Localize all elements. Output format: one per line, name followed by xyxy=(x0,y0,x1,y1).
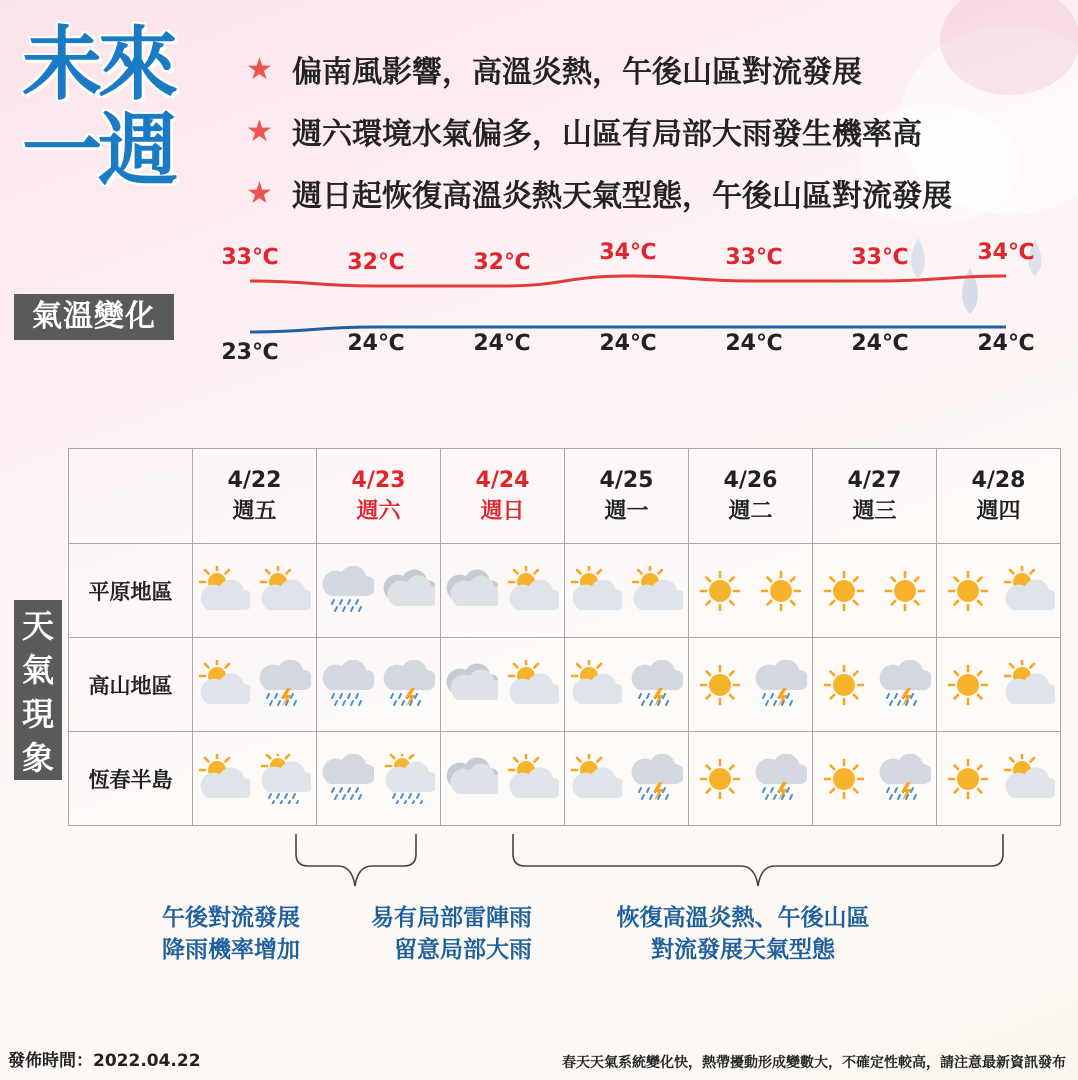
weather-icon-pair xyxy=(937,660,1060,710)
sun-icon xyxy=(818,660,870,710)
weather-icon-pair xyxy=(689,566,812,616)
temperature-label: 氣溫變化 xyxy=(14,294,174,340)
weather-cell xyxy=(565,638,689,732)
sun-cloud-rain-icon xyxy=(259,754,311,804)
summary-bullet xyxy=(246,162,952,224)
sun-cloud-icon xyxy=(198,660,250,710)
note-middle-line-2: 留意局部大雨 xyxy=(394,937,532,963)
weather-cell xyxy=(937,544,1061,638)
thunder-icon xyxy=(631,660,683,710)
summary-bullet xyxy=(246,100,952,162)
cloud-rain-icon xyxy=(322,754,374,804)
date-header-row xyxy=(69,449,1061,544)
page-title xyxy=(22,18,212,197)
bullet-text: 偏南風影響，高溫炎熱，午後山區對流發展 xyxy=(292,55,862,90)
sun-icon xyxy=(942,754,994,804)
weather-icon-pair xyxy=(193,566,316,616)
region-label: 恆春半島 xyxy=(69,732,193,826)
weather-cell xyxy=(441,638,565,732)
high-temperature-label: 33℃ xyxy=(725,245,783,270)
weather-cell xyxy=(813,544,937,638)
date-label: 4/28 xyxy=(971,468,1026,493)
weather-cell xyxy=(317,732,441,826)
weather-icon-pair xyxy=(813,754,936,804)
cloud-icon xyxy=(383,566,435,616)
sun-cloud-icon xyxy=(507,566,559,616)
weather-icon-pair xyxy=(441,754,564,804)
weather-icon-pair xyxy=(689,660,812,710)
weather-cell xyxy=(317,638,441,732)
weather-cell xyxy=(317,544,441,638)
title-line-1: 未來 xyxy=(22,18,174,111)
thunder-icon xyxy=(879,754,931,804)
weather-cell xyxy=(193,638,317,732)
weekday-label: 週三 xyxy=(852,499,897,524)
note-middle xyxy=(342,902,532,966)
weather-icon-pair xyxy=(193,754,316,804)
high-temperature-label: 34℃ xyxy=(977,240,1035,265)
thunder-icon xyxy=(259,660,311,710)
high-temperature-label: 33℃ xyxy=(221,245,279,270)
disclaimer: 春天天氣系統變化快，熱帶擾動形成變數大，不確定性較高，請注意最新資訊發布 xyxy=(562,1055,1066,1071)
date-header-cell xyxy=(689,449,813,544)
weather-icon-pair xyxy=(565,566,688,616)
region-label: 高山地區 xyxy=(69,638,193,732)
sun-cloud-icon xyxy=(570,566,622,616)
sun-cloud-icon xyxy=(631,566,683,616)
sun-cloud-icon xyxy=(198,566,250,616)
corner-cell xyxy=(69,449,193,544)
region-label: 平原地區 xyxy=(69,544,193,638)
note-right-line-1: 恢復高溫炎熱、午後山區 xyxy=(616,905,870,931)
cloud-icon xyxy=(446,754,498,804)
sun-cloud-icon xyxy=(507,660,559,710)
high-temperature-label: 34℃ xyxy=(599,240,657,265)
low-temperature-label: 24℃ xyxy=(473,331,531,356)
weather-icon-pair xyxy=(813,566,936,616)
sun-icon xyxy=(694,660,746,710)
date-header-cell xyxy=(317,449,441,544)
weekday-label: 週一 xyxy=(604,499,649,524)
region-row xyxy=(69,732,1061,826)
weather-icon-pair xyxy=(937,754,1060,804)
weekday-label: 週二 xyxy=(728,499,773,524)
date-header-cell xyxy=(193,449,317,544)
weekday-label: 週六 xyxy=(356,499,401,524)
sun-cloud-icon xyxy=(198,754,250,804)
cloud-rain-icon xyxy=(322,660,374,710)
thunder-icon xyxy=(755,754,807,804)
star-icon: ★ xyxy=(246,51,273,87)
high-temperature-label: 32℃ xyxy=(347,250,405,275)
weather-cell xyxy=(441,732,565,826)
weather-icon-pair xyxy=(937,566,1060,616)
weather-cell xyxy=(937,732,1061,826)
date-label: 4/22 xyxy=(227,468,282,493)
weather-icon-pair xyxy=(565,754,688,804)
sun-icon xyxy=(818,754,870,804)
sun-cloud-icon xyxy=(1003,660,1055,710)
high-temperature-line xyxy=(250,276,1006,286)
weather-icon-pair xyxy=(813,660,936,710)
star-icon: ★ xyxy=(246,113,273,149)
bullet-text: 週日起恢復高溫炎熱天氣型態，午後山區對流發展 xyxy=(292,179,952,214)
high-temperature-label: 33℃ xyxy=(851,245,909,270)
note-right xyxy=(590,902,896,966)
weather-icon-pair xyxy=(317,660,440,710)
sun-icon xyxy=(942,566,994,616)
weather-table xyxy=(68,448,1061,826)
sun-icon xyxy=(755,566,807,616)
note-middle-line-1: 易有局部雷陣雨 xyxy=(371,905,532,931)
sun-cloud-rain-icon xyxy=(383,754,435,804)
weather-label: 天氣現象 xyxy=(14,600,62,780)
date-label: 4/26 xyxy=(723,468,778,493)
sun-icon xyxy=(694,754,746,804)
star-icon: ★ xyxy=(246,175,273,211)
sun-cloud-icon xyxy=(507,754,559,804)
cloud-icon xyxy=(446,660,498,710)
weather-cell xyxy=(813,638,937,732)
summary-bullet xyxy=(246,38,952,100)
weather-cell xyxy=(193,544,317,638)
publish-time: 發佈時間：2022.04.22 xyxy=(8,1051,201,1071)
sun-icon xyxy=(694,566,746,616)
date-label: 4/24 xyxy=(475,468,530,493)
weather-icon-pair xyxy=(441,566,564,616)
region-row xyxy=(69,638,1061,732)
thunder-icon xyxy=(383,660,435,710)
weather-cell xyxy=(689,544,813,638)
low-temperature-label: 23℃ xyxy=(221,340,279,365)
date-label: 4/27 xyxy=(847,468,902,493)
thunder-icon xyxy=(879,660,931,710)
date-label: 4/23 xyxy=(351,468,406,493)
weather-icon-pair xyxy=(193,660,316,710)
low-temperature-label: 24℃ xyxy=(347,331,405,356)
sun-icon xyxy=(818,566,870,616)
grouping-brackets xyxy=(0,828,1078,898)
sun-cloud-icon xyxy=(1003,566,1055,616)
sun-icon xyxy=(879,566,931,616)
low-temperature-label: 24℃ xyxy=(851,331,909,356)
sun-cloud-icon xyxy=(1003,754,1055,804)
weekday-label: 週五 xyxy=(232,499,277,524)
weather-cell xyxy=(193,732,317,826)
weather-icon-pair xyxy=(689,754,812,804)
low-temperature-label: 24℃ xyxy=(725,331,783,356)
weather-cell xyxy=(441,544,565,638)
note-left xyxy=(162,902,300,966)
weather-cell xyxy=(689,732,813,826)
summary-bullets xyxy=(246,38,952,224)
cloud-icon xyxy=(446,566,498,616)
title-line-2: 一週 xyxy=(22,104,174,197)
low-temperature-label: 24℃ xyxy=(599,331,657,356)
weather-cell xyxy=(565,544,689,638)
weekday-label: 週四 xyxy=(976,499,1021,524)
high-temperature-label: 32℃ xyxy=(473,250,531,275)
weather-cell xyxy=(813,732,937,826)
weather-icon-pair xyxy=(317,566,440,616)
weather-cell xyxy=(689,638,813,732)
date-header-cell xyxy=(813,449,937,544)
weather-cell xyxy=(565,732,689,826)
weather-cell xyxy=(937,638,1061,732)
sun-icon xyxy=(942,660,994,710)
weather-icon-pair xyxy=(317,754,440,804)
low-temperature-label: 24℃ xyxy=(977,331,1035,356)
date-header-cell xyxy=(565,449,689,544)
sun-cloud-icon xyxy=(570,660,622,710)
note-left-line-1: 午後對流發展 xyxy=(162,905,300,931)
sun-cloud-icon xyxy=(259,566,311,616)
date-header-cell xyxy=(441,449,565,544)
weekday-label: 週日 xyxy=(480,499,525,524)
cloud-rain-icon xyxy=(322,566,374,616)
bullet-text: 週六環境水氣偏多，山區有局部大雨發生機率高 xyxy=(292,117,922,152)
date-label: 4/25 xyxy=(599,468,654,493)
weather-icon-pair xyxy=(441,660,564,710)
sun-cloud-icon xyxy=(570,754,622,804)
region-row xyxy=(69,544,1061,638)
thunder-icon xyxy=(755,660,807,710)
date-header-cell xyxy=(937,449,1061,544)
thunder-icon xyxy=(631,754,683,804)
temperature-lines xyxy=(0,240,1078,370)
weather-icon-pair xyxy=(565,660,688,710)
note-right-line-2: 對流發展天氣型態 xyxy=(651,937,835,963)
note-left-line-2: 降雨機率增加 xyxy=(162,937,300,963)
